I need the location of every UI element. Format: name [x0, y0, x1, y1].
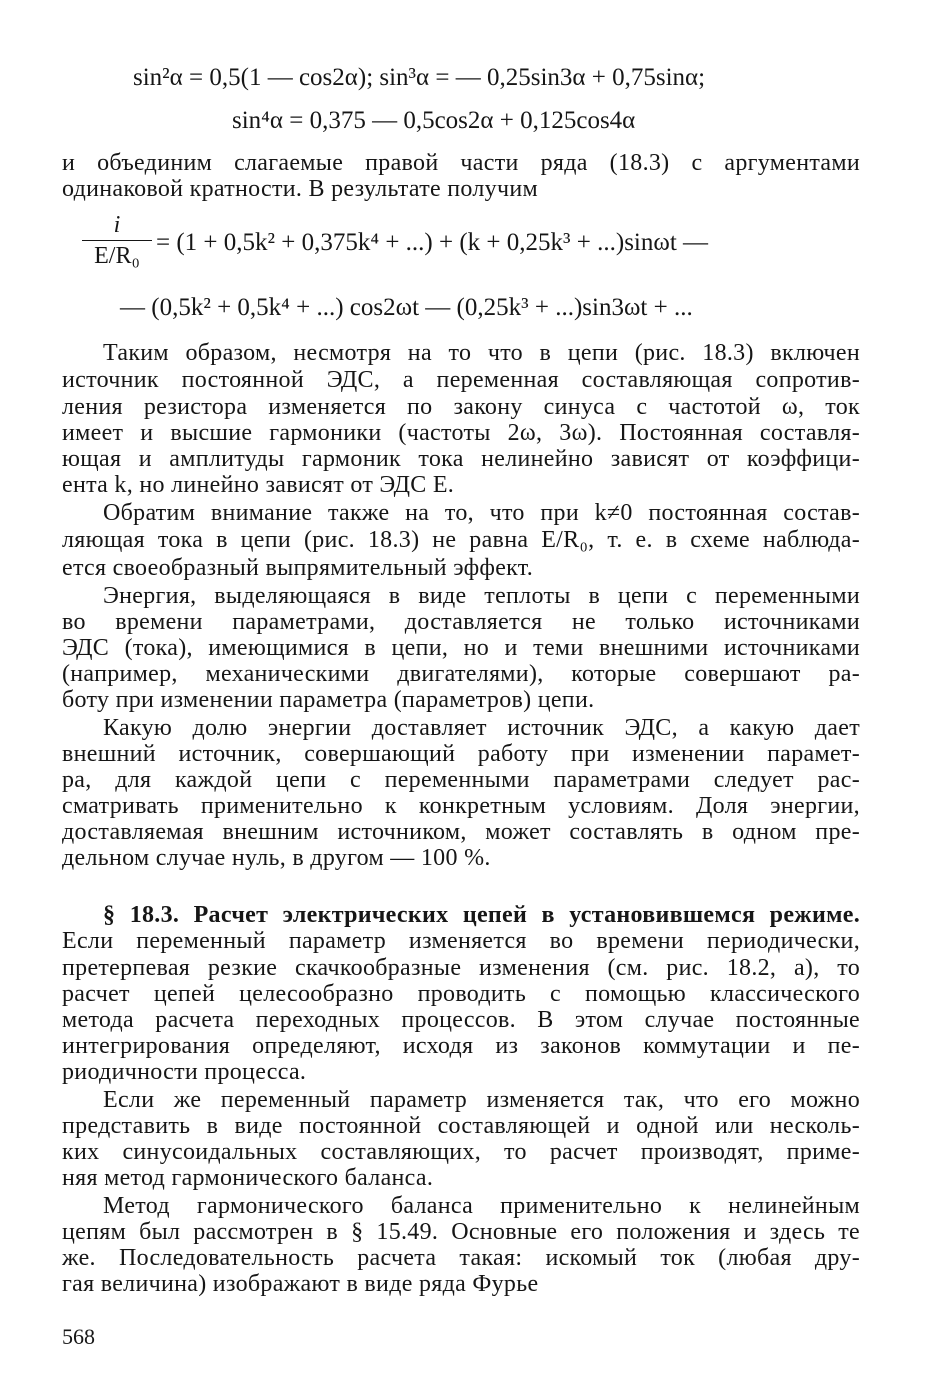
text-line: Если переменный параметр изменяется во времени периодически,	[62, 928, 860, 954]
text-line: Таким образом, несмотря на то что в цепи (рис. 18.3) включен	[103, 340, 860, 366]
formula-current-series: = (1 + 0,5k² + 0,375k⁴ + ...) + (k + 0,25k³ + ...)sinωt —	[156, 229, 709, 256]
formula-sin4: sin⁴α = 0,375 — 0,5cos2α + 0,125cos4α	[232, 107, 636, 134]
text-line: же. Последовательность расчета такая: искомый ток (любая дру-	[62, 1245, 860, 1271]
text-line: ющая и амплитуды гармоник тока нелинейно зависят от коэффици-	[62, 446, 860, 472]
text-line: Энергия, выделяющаяся в виде теплоты в цепи с переменными	[103, 583, 860, 609]
text-line: ления резистора изменяется по закону синуса с частотой ω, ток	[62, 394, 860, 420]
text-line: ляющая тока в цепи (рис. 18.3) не равна E/R₀, т. е. в схеме наблюда-	[62, 527, 860, 553]
formula-sin2-sin3: sin²α = 0,5(1 — cos2α); sin³α = — 0,25sin3α + 0,75sinα;	[133, 64, 706, 91]
text-line: боту при изменении параметра (параметров) цепи.	[62, 687, 595, 713]
text-line: ра, для каждой цепи с переменными параметрами следует рас-	[62, 767, 860, 793]
text-line: (например, механическими двигателями), которые совершают ра-	[62, 661, 860, 687]
text-line: сматривать применительно к конкретным условиям. Доля энергии,	[62, 793, 860, 819]
fraction-i-over-e-r0	[82, 212, 152, 269]
text-line: имеет и высшие гармоники (частоты 2ω, 3ω). Постоянная составля-	[62, 420, 860, 446]
text-line: Какую долю энергии доставляет источник ЭДС, а какую дает	[103, 715, 860, 741]
text-line: Если же переменный параметр изменяется так, что его можно	[103, 1087, 860, 1113]
fraction-denominator: E/R₀	[94, 243, 140, 269]
text-line: ента k, но линейно зависят от ЭДС E.	[62, 472, 455, 498]
text-line: интегрирования определяют, исходя из законов коммутации и пе-	[62, 1033, 860, 1059]
text-line: претерпевая резкие скачкообразные изменения (см. рис. 18.2, а), то	[62, 955, 860, 981]
text-line: источник постоянной ЭДС, а переменная составляющая сопротив-	[62, 367, 860, 393]
text-line: Обратим внимание также на то, что при k≠0 постоянная состав-	[103, 500, 860, 526]
page-number: 568	[62, 1324, 95, 1349]
fraction-bar	[82, 240, 152, 241]
text-line: доставляемая внешним источником, может составлять в одном пре-	[62, 819, 860, 845]
text-line: одинаковой кратности. В результате получим	[62, 176, 538, 202]
section-heading: § 18.3. Расчет электрических цепей в установившемся режиме.	[103, 902, 860, 928]
text-line: внешний источник, совершающий работу при изменении парамет-	[62, 741, 860, 767]
text-line: ется своеобразный выпрямительный эффект.	[62, 555, 534, 581]
formula-current-series-cont: — (0,5k² + 0,5k⁴ + ...) cos2ωt — (0,25k³ + ...)sin3ωt + ...	[120, 294, 693, 321]
text-line: и объединим слагаемые правой части ряда (18.3) с аргументами	[62, 150, 860, 176]
text-line: гая величина) изображают в виде ряда Фурье	[62, 1271, 539, 1297]
fraction-numerator: i	[113, 212, 121, 238]
text-line: во времени параметрами, доставляется не только источниками	[62, 609, 860, 635]
text-line: дельном случае нуль, в другом — 100 %.	[62, 845, 491, 871]
text-line: метода расчета переходных процессов. В этом случае постоянные	[62, 1007, 860, 1033]
text-line: няя метод гармонического баланса.	[62, 1165, 434, 1191]
text-line: ких синусоидальных составляющих, то расчет производят, приме-	[62, 1139, 860, 1165]
text-line: риодичности процесса.	[62, 1059, 307, 1085]
text-line: цепям был рассмотрен в § 15.49. Основные его положения и здесь те	[62, 1219, 860, 1245]
text-line: расчет цепей целесообразно проводить с помощью классического	[62, 981, 860, 1007]
text-line: Метод гармонического баланса применительно к нелинейным	[103, 1193, 860, 1219]
text-line: ЭДС (тока), имеющимися в цепи, но и теми внешними источниками	[62, 635, 860, 661]
text-line: представить в виде постоянной составляющей и одной или несколь-	[62, 1113, 860, 1139]
